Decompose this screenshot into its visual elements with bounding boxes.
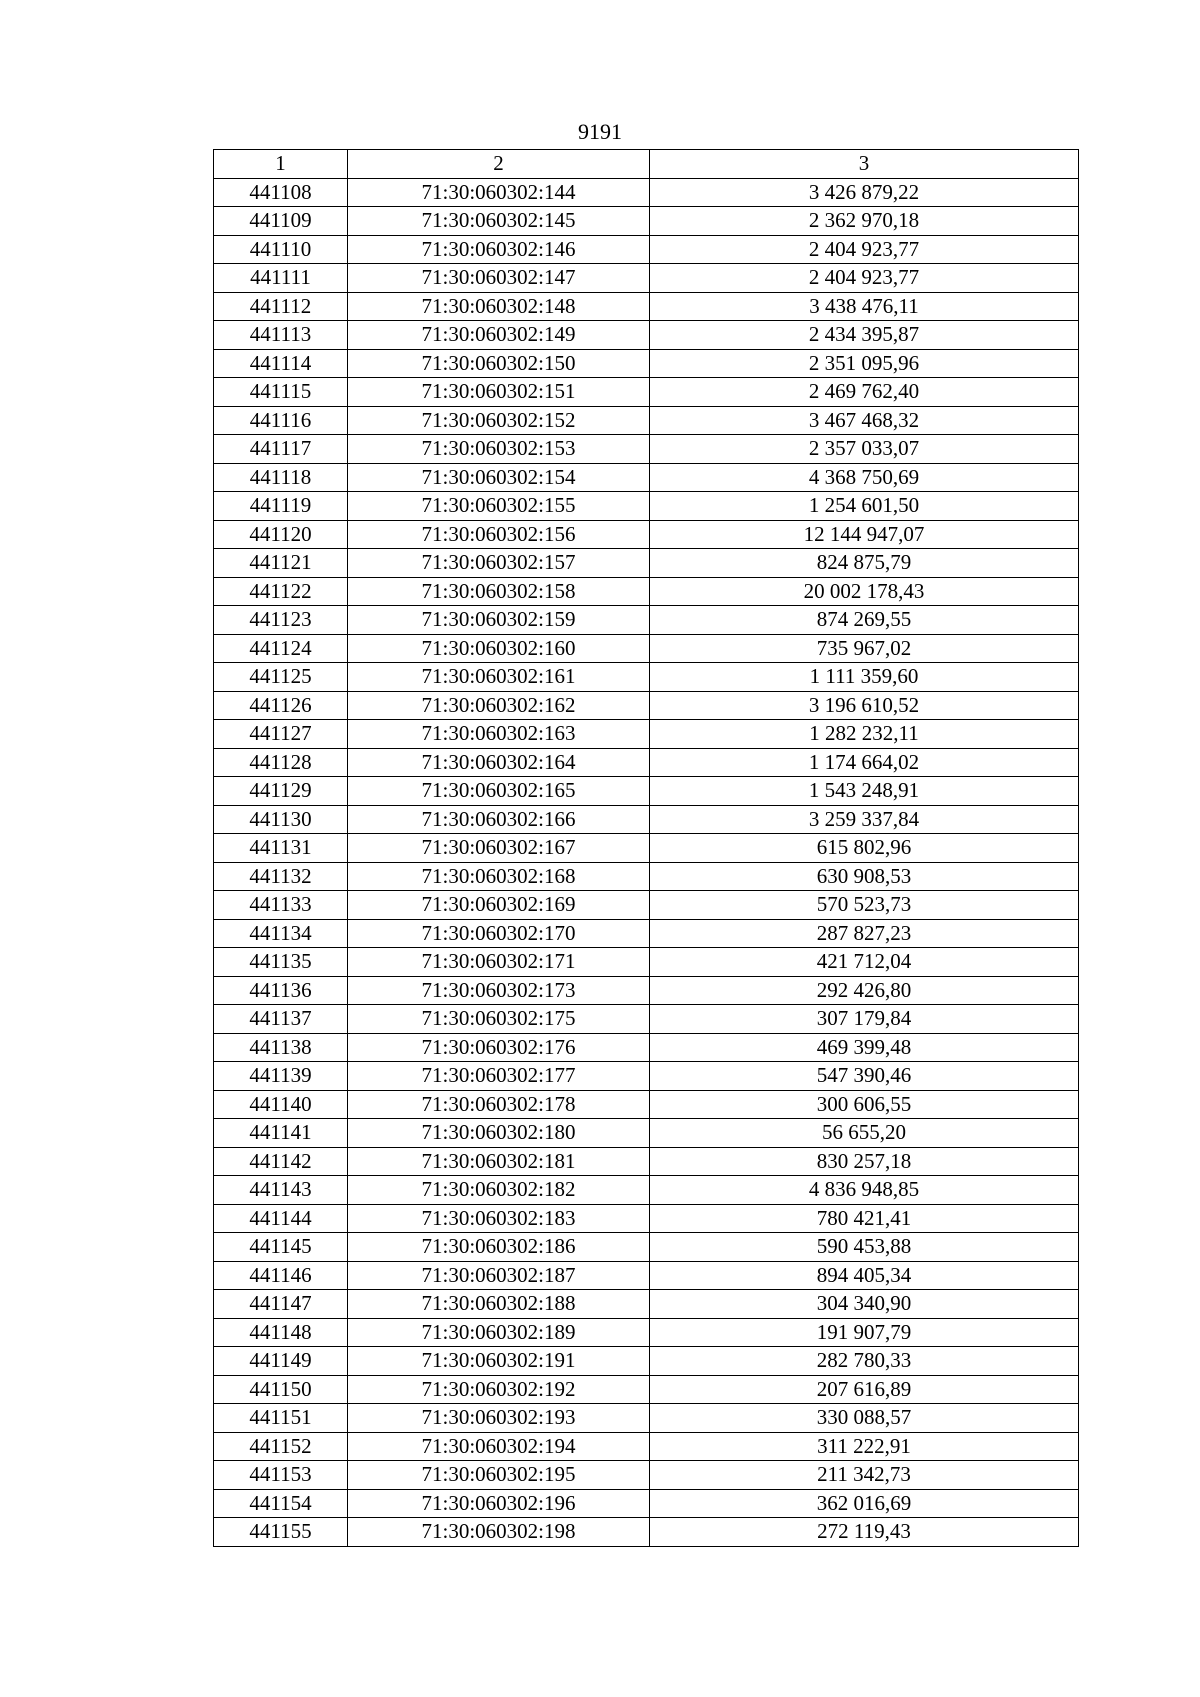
cadastral-value-cell: 3 196 610,52 <box>650 691 1079 720</box>
row-number-cell: 441125 <box>214 663 348 692</box>
cadastral-number-cell: 71:30:060302:163 <box>348 720 650 749</box>
table-row <box>214 549 1079 578</box>
row-number-cell: 441133 <box>214 891 348 920</box>
row-number-cell: 441117 <box>214 435 348 464</box>
table-row <box>214 1033 1079 1062</box>
row-number-cell: 441136 <box>214 976 348 1005</box>
table-row <box>214 634 1079 663</box>
row-number-cell: 441139 <box>214 1062 348 1091</box>
table-row <box>214 1090 1079 1119</box>
row-number-cell: 441143 <box>214 1176 348 1205</box>
cadastral-number-cell: 71:30:060302:155 <box>348 492 650 521</box>
table-row <box>214 805 1079 834</box>
row-number-cell: 441138 <box>214 1033 348 1062</box>
row-number-cell: 441110 <box>214 235 348 264</box>
table-row <box>214 1261 1079 1290</box>
cadastral-number-cell: 71:30:060302:156 <box>348 520 650 549</box>
table-row <box>214 1005 1079 1034</box>
cadastral-value-cell: 56 655,20 <box>650 1119 1079 1148</box>
cadastral-number-cell: 71:30:060302:186 <box>348 1233 650 1262</box>
cadastral-number-cell: 71:30:060302:154 <box>348 463 650 492</box>
cadastral-number-cell: 71:30:060302:151 <box>348 378 650 407</box>
cadastral-value-cell: 292 426,80 <box>650 976 1079 1005</box>
row-number-cell: 441154 <box>214 1489 348 1518</box>
table-row <box>214 207 1079 236</box>
cadastral-number-cell: 71:30:060302:157 <box>348 549 650 578</box>
cadastral-value-cell: 735 967,02 <box>650 634 1079 663</box>
cadastral-number-cell: 71:30:060302:196 <box>348 1489 650 1518</box>
row-number-cell: 441112 <box>214 292 348 321</box>
cadastral-value-cell: 304 340,90 <box>650 1290 1079 1319</box>
table-row <box>214 1518 1079 1547</box>
row-number-cell: 441129 <box>214 777 348 806</box>
table-row <box>214 1432 1079 1461</box>
cadastral-number-cell: 71:30:060302:181 <box>348 1147 650 1176</box>
table-row <box>214 406 1079 435</box>
table-row <box>214 492 1079 521</box>
table-row <box>214 919 1079 948</box>
row-number-cell: 441115 <box>214 378 348 407</box>
row-number-cell: 441135 <box>214 948 348 977</box>
row-number-cell: 441149 <box>214 1347 348 1376</box>
cadastral-number-cell: 71:30:060302:187 <box>348 1261 650 1290</box>
cadastral-value-cell: 1 174 664,02 <box>650 748 1079 777</box>
cadastral-value-cell: 1 111 359,60 <box>650 663 1079 692</box>
cadastral-value-cell: 547 390,46 <box>650 1062 1079 1091</box>
table-row <box>214 178 1079 207</box>
table-row <box>214 1404 1079 1433</box>
table-body <box>214 178 1079 1546</box>
cadastral-number-cell: 71:30:060302:175 <box>348 1005 650 1034</box>
cadastral-value-cell: 780 421,41 <box>650 1204 1079 1233</box>
header-row <box>214 150 1079 179</box>
cadastral-value-cell: 207 616,89 <box>650 1375 1079 1404</box>
cadastral-value-cell: 3 259 337,84 <box>650 805 1079 834</box>
table-row <box>214 1176 1079 1205</box>
cadastral-number-cell: 71:30:060302:191 <box>348 1347 650 1376</box>
row-number-cell: 441131 <box>214 834 348 863</box>
table-row <box>214 777 1079 806</box>
cadastral-value-cell: 1 254 601,50 <box>650 492 1079 521</box>
row-number-cell: 441128 <box>214 748 348 777</box>
cadastral-number-cell: 71:30:060302:144 <box>348 178 650 207</box>
cadastral-value-table <box>213 149 1079 1547</box>
table-row <box>214 1489 1079 1518</box>
table-row <box>214 834 1079 863</box>
table-row <box>214 435 1079 464</box>
table-row <box>214 1147 1079 1176</box>
cadastral-number-cell: 71:30:060302:146 <box>348 235 650 264</box>
cadastral-value-cell: 3 467 468,32 <box>650 406 1079 435</box>
row-number-cell: 441113 <box>214 321 348 350</box>
cadastral-number-cell: 71:30:060302:158 <box>348 577 650 606</box>
cadastral-number-cell: 71:30:060302:160 <box>348 634 650 663</box>
row-number-cell: 441111 <box>214 264 348 293</box>
cadastral-number-cell: 71:30:060302:169 <box>348 891 650 920</box>
cadastral-value-cell: 2 404 923,77 <box>650 264 1079 293</box>
cadastral-value-cell: 2 357 033,07 <box>650 435 1079 464</box>
cadastral-number-cell: 71:30:060302:168 <box>348 862 650 891</box>
cadastral-number-cell: 71:30:060302:194 <box>348 1432 650 1461</box>
cadastral-value-cell: 12 144 947,07 <box>650 520 1079 549</box>
table-row <box>214 1375 1079 1404</box>
cadastral-number-cell: 71:30:060302:162 <box>348 691 650 720</box>
column-header-1: 1 <box>214 150 348 179</box>
table-row <box>214 264 1079 293</box>
cadastral-number-cell: 71:30:060302:192 <box>348 1375 650 1404</box>
cadastral-number-cell: 71:30:060302:198 <box>348 1518 650 1547</box>
cadastral-number-cell: 71:30:060302:176 <box>348 1033 650 1062</box>
cadastral-number-cell: 71:30:060302:177 <box>348 1062 650 1091</box>
row-number-cell: 441142 <box>214 1147 348 1176</box>
cadastral-number-cell: 71:30:060302:170 <box>348 919 650 948</box>
table-row <box>214 292 1079 321</box>
table-row <box>214 349 1079 378</box>
cadastral-number-cell: 71:30:060302:152 <box>348 406 650 435</box>
row-number-cell: 441114 <box>214 349 348 378</box>
cadastral-number-cell: 71:30:060302:193 <box>348 1404 650 1433</box>
table-row <box>214 1461 1079 1490</box>
cadastral-number-cell: 71:30:060302:188 <box>348 1290 650 1319</box>
table-row <box>214 748 1079 777</box>
row-number-cell: 441141 <box>214 1119 348 1148</box>
table-row <box>214 378 1079 407</box>
table-row <box>214 976 1079 1005</box>
table-row <box>214 1204 1079 1233</box>
row-number-cell: 441116 <box>214 406 348 435</box>
row-number-cell: 441155 <box>214 1518 348 1547</box>
cadastral-value-cell: 421 712,04 <box>650 948 1079 977</box>
cadastral-number-cell: 71:30:060302:195 <box>348 1461 650 1490</box>
cadastral-value-cell: 2 469 762,40 <box>650 378 1079 407</box>
cadastral-value-cell: 311 222,91 <box>650 1432 1079 1461</box>
table-row <box>214 520 1079 549</box>
cadastral-value-cell: 630 908,53 <box>650 862 1079 891</box>
cadastral-value-cell: 287 827,23 <box>650 919 1079 948</box>
cadastral-number-cell: 71:30:060302:147 <box>348 264 650 293</box>
cadastral-number-cell: 71:30:060302:189 <box>348 1318 650 1347</box>
cadastral-value-cell: 824 875,79 <box>650 549 1079 578</box>
row-number-cell: 441108 <box>214 178 348 207</box>
cadastral-number-cell: 71:30:060302:171 <box>348 948 650 977</box>
cadastral-value-cell: 307 179,84 <box>650 1005 1079 1034</box>
cadastral-value-cell: 615 802,96 <box>650 834 1079 863</box>
table-row <box>214 948 1079 977</box>
row-number-cell: 441120 <box>214 520 348 549</box>
row-number-cell: 441147 <box>214 1290 348 1319</box>
row-number-cell: 441124 <box>214 634 348 663</box>
page-number: 9191 <box>578 119 622 144</box>
cadastral-number-cell: 71:30:060302:182 <box>348 1176 650 1205</box>
cadastral-value-cell: 330 088,57 <box>650 1404 1079 1433</box>
row-number-cell: 441146 <box>214 1261 348 1290</box>
row-number-cell: 441119 <box>214 492 348 521</box>
cadastral-value-cell: 4 836 948,85 <box>650 1176 1079 1205</box>
table-row <box>214 1233 1079 1262</box>
table-row <box>214 862 1079 891</box>
cadastral-value-cell: 874 269,55 <box>650 606 1079 635</box>
cadastral-value-cell: 272 119,43 <box>650 1518 1079 1547</box>
cadastral-number-cell: 71:30:060302:183 <box>348 1204 650 1233</box>
column-header-3: 3 <box>650 150 1079 179</box>
cadastral-value-cell: 300 606,55 <box>650 1090 1079 1119</box>
table-row <box>214 663 1079 692</box>
cadastral-value-cell: 1 282 232,11 <box>650 720 1079 749</box>
row-number-cell: 441134 <box>214 919 348 948</box>
row-number-cell: 441151 <box>214 1404 348 1433</box>
cadastral-number-cell: 71:30:060302:164 <box>348 748 650 777</box>
row-number-cell: 441118 <box>214 463 348 492</box>
table-row <box>214 1290 1079 1319</box>
row-number-cell: 441132 <box>214 862 348 891</box>
cadastral-number-cell: 71:30:060302:145 <box>348 207 650 236</box>
table-row <box>214 577 1079 606</box>
table-row <box>214 691 1079 720</box>
row-number-cell: 441144 <box>214 1204 348 1233</box>
cadastral-value-cell: 2 434 395,87 <box>650 321 1079 350</box>
cadastral-value-cell: 894 405,34 <box>650 1261 1079 1290</box>
cadastral-value-cell: 4 368 750,69 <box>650 463 1079 492</box>
table-row <box>214 606 1079 635</box>
row-number-cell: 441130 <box>214 805 348 834</box>
cadastral-value-cell: 590 453,88 <box>650 1233 1079 1262</box>
row-number-cell: 441121 <box>214 549 348 578</box>
cadastral-number-cell: 71:30:060302:180 <box>348 1119 650 1148</box>
cadastral-number-cell: 71:30:060302:178 <box>348 1090 650 1119</box>
table-row <box>214 463 1079 492</box>
table-row <box>214 1119 1079 1148</box>
table-row <box>214 720 1079 749</box>
table-row <box>214 1062 1079 1091</box>
cadastral-number-cell: 71:30:060302:173 <box>348 976 650 1005</box>
cadastral-number-cell: 71:30:060302:149 <box>348 321 650 350</box>
row-number-cell: 441145 <box>214 1233 348 1262</box>
cadastral-number-cell: 71:30:060302:150 <box>348 349 650 378</box>
table-row <box>214 1347 1079 1376</box>
cadastral-value-cell: 570 523,73 <box>650 891 1079 920</box>
cadastral-number-cell: 71:30:060302:167 <box>348 834 650 863</box>
row-number-cell: 441148 <box>214 1318 348 1347</box>
cadastral-value-cell: 3 426 879,22 <box>650 178 1079 207</box>
table-row <box>214 235 1079 264</box>
row-number-cell: 441152 <box>214 1432 348 1461</box>
row-number-cell: 441140 <box>214 1090 348 1119</box>
cadastral-value-cell: 282 780,33 <box>650 1347 1079 1376</box>
cadastral-number-cell: 71:30:060302:159 <box>348 606 650 635</box>
cadastral-number-cell: 71:30:060302:153 <box>348 435 650 464</box>
table-row <box>214 891 1079 920</box>
row-number-cell: 441109 <box>214 207 348 236</box>
row-number-cell: 441137 <box>214 1005 348 1034</box>
row-number-cell: 441126 <box>214 691 348 720</box>
cadastral-number-cell: 71:30:060302:161 <box>348 663 650 692</box>
cadastral-number-cell: 71:30:060302:165 <box>348 777 650 806</box>
row-number-cell: 441153 <box>214 1461 348 1490</box>
cadastral-value-cell: 211 342,73 <box>650 1461 1079 1490</box>
cadastral-value-cell: 469 399,48 <box>650 1033 1079 1062</box>
table-row <box>214 321 1079 350</box>
cadastral-value-cell: 20 002 178,43 <box>650 577 1079 606</box>
row-number-cell: 441127 <box>214 720 348 749</box>
table-row <box>214 1318 1079 1347</box>
cadastral-value-cell: 2 404 923,77 <box>650 235 1079 264</box>
column-header-2: 2 <box>348 150 650 179</box>
cadastral-number-cell: 71:30:060302:166 <box>348 805 650 834</box>
cadastral-value-cell: 362 016,69 <box>650 1489 1079 1518</box>
cadastral-value-cell: 2 362 970,18 <box>650 207 1079 236</box>
row-number-cell: 441122 <box>214 577 348 606</box>
cadastral-value-cell: 1 543 248,91 <box>650 777 1079 806</box>
cadastral-number-cell: 71:30:060302:148 <box>348 292 650 321</box>
row-number-cell: 441123 <box>214 606 348 635</box>
row-number-cell: 441150 <box>214 1375 348 1404</box>
cadastral-value-cell: 830 257,18 <box>650 1147 1079 1176</box>
cadastral-value-cell: 191 907,79 <box>650 1318 1079 1347</box>
cadastral-value-cell: 3 438 476,11 <box>650 292 1079 321</box>
table-header <box>214 150 1079 179</box>
cadastral-value-cell: 2 351 095,96 <box>650 349 1079 378</box>
